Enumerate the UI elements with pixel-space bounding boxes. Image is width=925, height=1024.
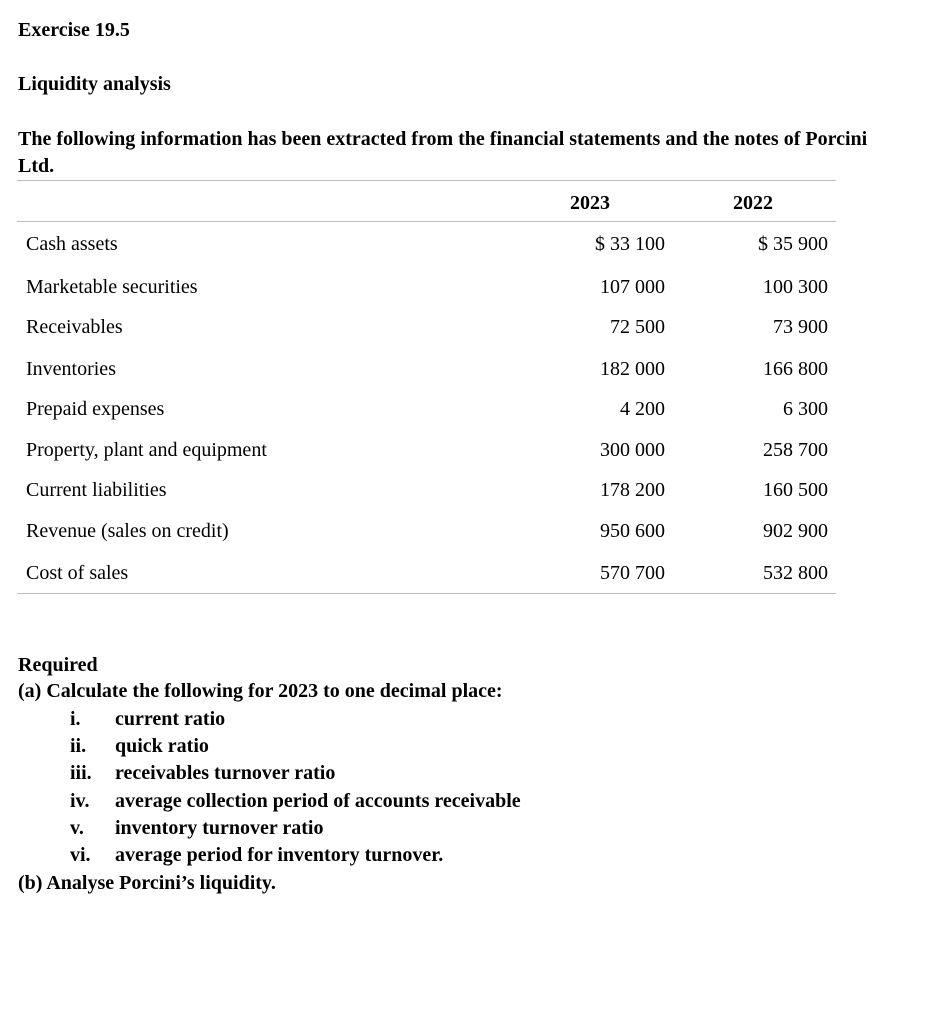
list-item-quick-ratio: quick ratio bbox=[115, 735, 209, 757]
cell-current-liabilities-2022: 160 500 bbox=[763, 479, 828, 501]
cell-property-plant-equipment-2023: 300 000 bbox=[600, 439, 665, 461]
list-item-average-period-inventory: average period for inventory turnover. bbox=[115, 844, 444, 866]
table-header-rule bbox=[17, 221, 836, 222]
table-top-rule bbox=[17, 180, 836, 181]
list-item-inventory-turnover: inventory turnover ratio bbox=[115, 817, 324, 839]
row-label-cost-of-sales: Cost of sales bbox=[26, 562, 129, 584]
cell-marketable-securities-2022: 100 300 bbox=[763, 276, 828, 298]
row-label-revenue: Revenue (sales on credit) bbox=[26, 520, 229, 542]
cell-inventories-2023: 182 000 bbox=[600, 358, 665, 380]
row-label-current-liabilities: Current liabilities bbox=[26, 479, 167, 501]
list-item-number: v. bbox=[70, 817, 84, 839]
cell-cash-assets-2023: $ 33 100 bbox=[595, 233, 665, 255]
list-item-number: ii. bbox=[70, 735, 87, 757]
list-item-number: i. bbox=[70, 708, 81, 730]
row-label-prepaid-expenses: Prepaid expenses bbox=[26, 398, 165, 420]
cell-current-liabilities-2023: 178 200 bbox=[600, 479, 665, 501]
part-a-instruction: (a) Calculate the following for 2023 to one decimal place: bbox=[18, 680, 503, 702]
list-item-average-collection-period: average collection period of accounts receivable bbox=[115, 790, 521, 812]
cell-inventories-2022: 166 800 bbox=[763, 358, 828, 380]
column-header-2022: 2022 bbox=[733, 192, 773, 214]
column-header-2023: 2023 bbox=[570, 192, 610, 214]
row-label-property-plant-equipment: Property, plant and equipment bbox=[26, 439, 267, 461]
cell-cost-of-sales-2023: 570 700 bbox=[600, 562, 665, 584]
row-label-receivables: Receivables bbox=[26, 316, 123, 338]
row-label-marketable-securities: Marketable securities bbox=[26, 276, 198, 298]
cell-receivables-2023: 72 500 bbox=[610, 316, 665, 338]
cell-cash-assets-2022: $ 35 900 bbox=[758, 233, 828, 255]
list-item-number: iii. bbox=[70, 762, 92, 784]
list-item-number: iv. bbox=[70, 790, 90, 812]
cell-receivables-2022: 73 900 bbox=[773, 316, 828, 338]
section-title: Liquidity analysis bbox=[18, 73, 171, 95]
row-label-inventories: Inventories bbox=[26, 358, 116, 380]
table-bottom-rule bbox=[17, 593, 836, 594]
list-item-current-ratio: current ratio bbox=[115, 708, 226, 730]
row-label-cash-assets: Cash assets bbox=[26, 233, 118, 255]
cell-prepaid-expenses-2022: 6 300 bbox=[783, 398, 828, 420]
part-b-instruction: (b) Analyse Porcini’s liquidity. bbox=[18, 872, 276, 894]
required-heading: Required bbox=[18, 654, 98, 676]
intro-text: The following information has been extracted from the financial statements and the notes of Porcini Ltd. bbox=[18, 128, 868, 177]
cell-revenue-2022: 902 900 bbox=[763, 520, 828, 542]
cell-revenue-2023: 950 600 bbox=[600, 520, 665, 542]
list-item-receivables-turnover: receivables turnover ratio bbox=[115, 762, 336, 784]
cell-marketable-securities-2023: 107 000 bbox=[600, 276, 665, 298]
cell-property-plant-equipment-2022: 258 700 bbox=[763, 439, 828, 461]
exercise-title: Exercise 19.5 bbox=[18, 19, 130, 41]
list-item-number: vi. bbox=[70, 844, 91, 866]
cell-prepaid-expenses-2023: 4 200 bbox=[620, 398, 665, 420]
cell-cost-of-sales-2022: 532 800 bbox=[763, 562, 828, 584]
